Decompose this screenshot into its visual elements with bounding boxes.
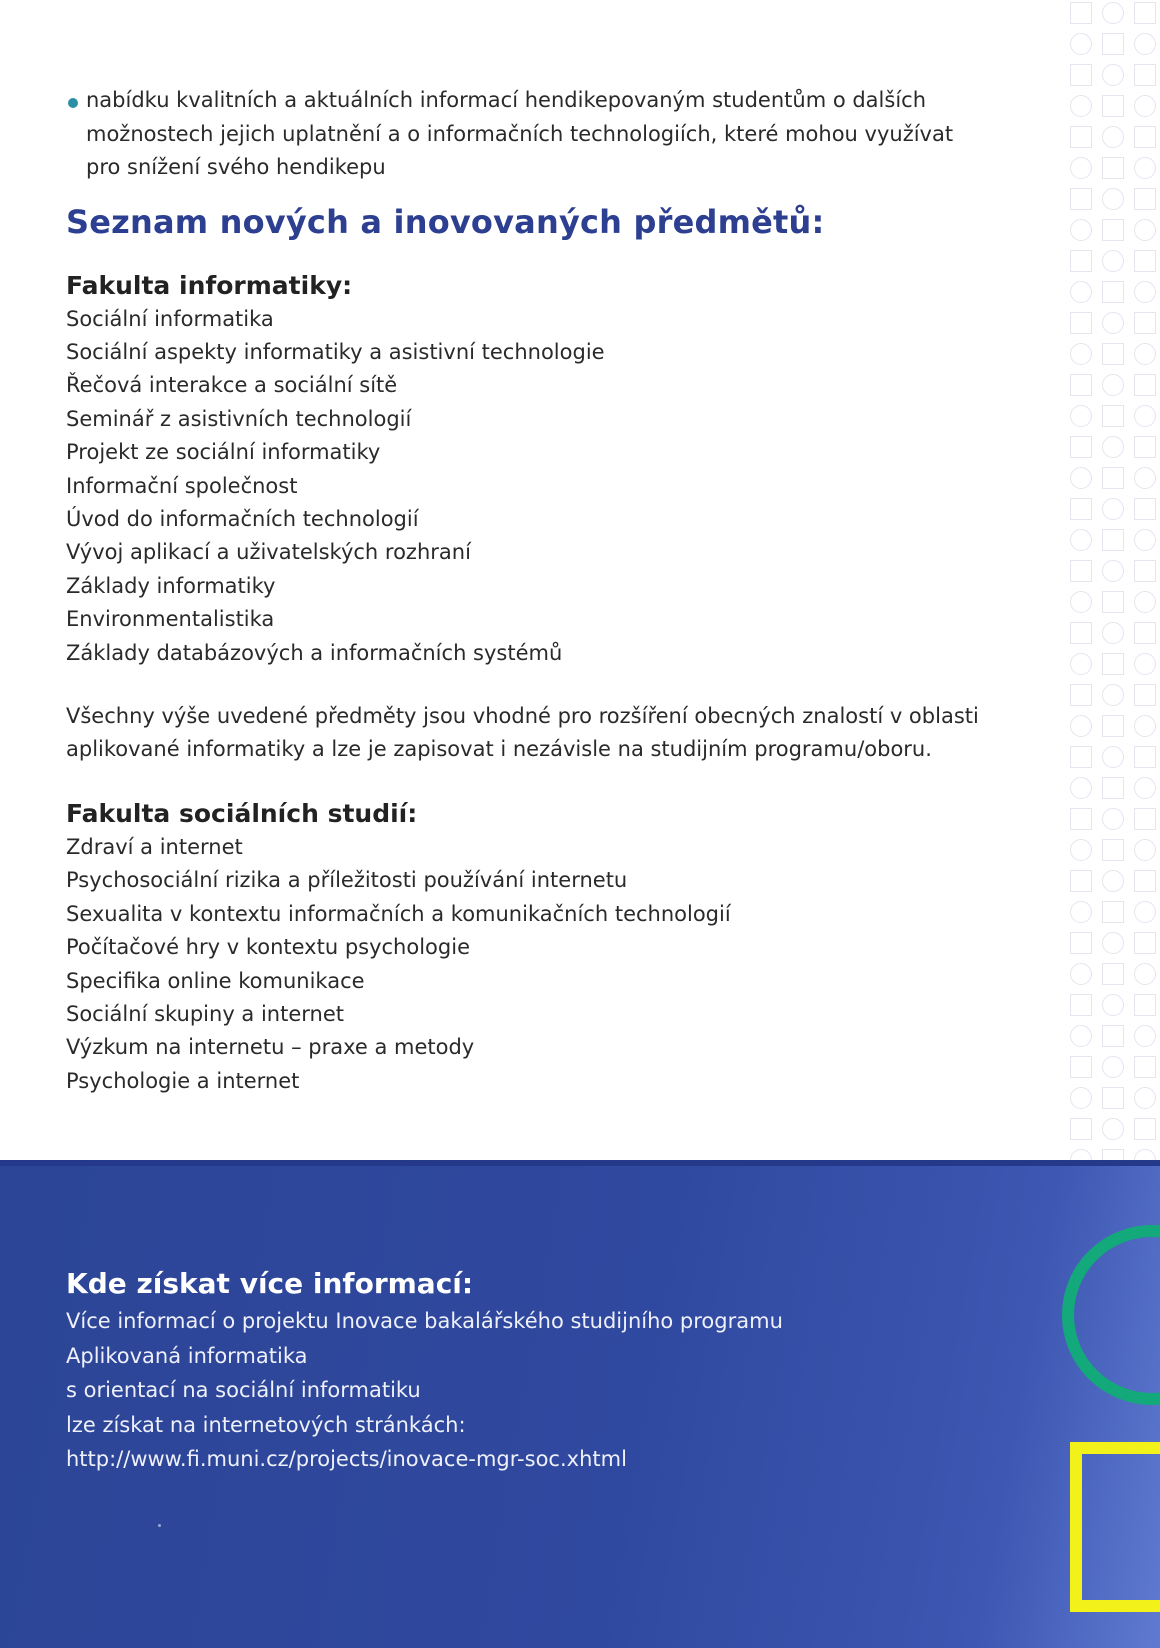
pattern-cell bbox=[1070, 343, 1092, 365]
pattern-cell bbox=[1070, 2, 1092, 24]
pattern-cell bbox=[1102, 529, 1124, 551]
pattern-cell bbox=[1070, 839, 1092, 861]
pattern-cell bbox=[1102, 467, 1124, 489]
pattern-cell bbox=[1070, 746, 1092, 768]
pattern-cell bbox=[1134, 560, 1156, 582]
pattern-cell bbox=[1070, 901, 1092, 923]
faculty-informatics-heading: Fakulta informatiky: bbox=[66, 270, 353, 300]
note-line: aplikované informatiky a lze je zapisovat i nezávisle na studijním programu/oboru. bbox=[66, 737, 932, 762]
intro-bullet-item bbox=[66, 84, 1026, 185]
pattern-cell bbox=[1134, 1025, 1156, 1047]
pattern-cell bbox=[1102, 374, 1124, 396]
pattern-cell bbox=[1070, 560, 1092, 582]
pattern-cell bbox=[1102, 405, 1124, 427]
pattern-cell bbox=[1102, 963, 1124, 985]
pattern-cell bbox=[1134, 467, 1156, 489]
info-line: lze získat na internetových stránkách: bbox=[66, 1412, 466, 1437]
info-line: s orientací na sociální informatiku bbox=[66, 1378, 421, 1402]
pattern-cell bbox=[1134, 1118, 1156, 1140]
pattern-cell bbox=[1134, 405, 1156, 427]
pattern-cell bbox=[1134, 219, 1156, 241]
pattern-cell bbox=[1134, 808, 1156, 830]
pattern-cell bbox=[1070, 684, 1092, 706]
pattern-cell bbox=[1134, 1056, 1156, 1078]
info-line: Aplikovaná informatika bbox=[66, 1343, 308, 1368]
pattern-cell bbox=[1070, 126, 1092, 148]
pattern-cell bbox=[1102, 2, 1124, 24]
section-title: Seznam nových a inovovaných předmětů: bbox=[66, 202, 825, 241]
pattern-cell bbox=[1134, 932, 1156, 954]
pattern-cell bbox=[1134, 157, 1156, 179]
intro-bullet-line: možnostech jejich uplatnění a o informačních technologiích, které mohou využívat bbox=[86, 121, 954, 146]
pattern-cell bbox=[1134, 529, 1156, 551]
info-panel bbox=[0, 1160, 1160, 1648]
pattern-cell bbox=[1102, 684, 1124, 706]
pattern-cell bbox=[1134, 343, 1156, 365]
pattern-cell bbox=[1070, 870, 1092, 892]
pattern-cell bbox=[1102, 64, 1124, 86]
pattern-cell bbox=[1102, 870, 1124, 892]
course-item: Sociální aspekty informatiky a asistivní technologie bbox=[66, 339, 605, 364]
pattern-cell bbox=[1070, 436, 1092, 458]
pattern-cell bbox=[1102, 33, 1124, 55]
pattern-cell bbox=[1070, 33, 1092, 55]
pattern-cell bbox=[1134, 64, 1156, 86]
pattern-cell bbox=[1134, 498, 1156, 520]
course-item: Sociální informatika bbox=[66, 306, 274, 331]
pattern-cell bbox=[1102, 1056, 1124, 1078]
info-panel-content bbox=[66, 1264, 1026, 1477]
yellow-square-icon bbox=[1070, 1442, 1160, 1612]
pattern-cell bbox=[1070, 405, 1092, 427]
pattern-cell bbox=[1102, 994, 1124, 1016]
pattern-cell bbox=[1070, 1087, 1092, 1109]
course-item: Informační společnost bbox=[66, 473, 298, 498]
pattern-cell bbox=[1134, 126, 1156, 148]
pattern-cell bbox=[1070, 219, 1092, 241]
pattern-cell bbox=[1102, 622, 1124, 644]
pattern-cell bbox=[1070, 994, 1092, 1016]
pattern-cell bbox=[1102, 157, 1124, 179]
intro-bullet-line: pro snížení svého hendikepu bbox=[86, 155, 386, 179]
pattern-cell bbox=[1102, 343, 1124, 365]
info-panel-heading: Kde získat více informací: bbox=[66, 1267, 474, 1300]
pattern-cell bbox=[1134, 2, 1156, 24]
pattern-cell bbox=[1070, 1056, 1092, 1078]
info-panel-lines bbox=[66, 1304, 1026, 1477]
decorative-pattern bbox=[1062, 0, 1160, 1160]
pattern-cell bbox=[1134, 33, 1156, 55]
pattern-cell bbox=[1102, 839, 1124, 861]
course-item: Úvod do informačních technologií bbox=[66, 506, 419, 531]
pattern-cell bbox=[1102, 312, 1124, 334]
pattern-cell bbox=[1102, 1087, 1124, 1109]
pattern-cell bbox=[1134, 622, 1156, 644]
note-line: Všechny výše uvedené předměty jsou vhodné pro rozšíření obecných znalostí v oblasti bbox=[66, 703, 979, 728]
course-item: Počítačové hry v kontextu psychologie bbox=[66, 935, 470, 960]
pattern-cell bbox=[1102, 1025, 1124, 1047]
pattern-cell bbox=[1134, 281, 1156, 303]
course-item: Základy databázových a informačních systémů bbox=[66, 640, 563, 665]
pattern-cell bbox=[1134, 591, 1156, 613]
pattern-cell bbox=[1070, 808, 1092, 830]
print-speck bbox=[158, 1524, 161, 1527]
course-item: Řečová interakce a sociální sítě bbox=[66, 373, 398, 398]
pattern-cell bbox=[1070, 250, 1092, 272]
pattern-cell bbox=[1134, 653, 1156, 675]
pattern-cell bbox=[1134, 1149, 1156, 1160]
pattern-cell bbox=[1102, 281, 1124, 303]
faculty-social-heading: Fakulta sociálních studií: bbox=[66, 798, 418, 828]
pattern-cell bbox=[1070, 932, 1092, 954]
pattern-cell bbox=[1102, 1149, 1124, 1160]
course-item: Základy informatiky bbox=[66, 573, 276, 598]
pattern-cell bbox=[1070, 963, 1092, 985]
course-item: Projekt ze sociální informatiky bbox=[66, 440, 381, 465]
pattern-cell bbox=[1102, 498, 1124, 520]
course-item: Vývoj aplikací a uživatelských rozhraní bbox=[66, 540, 471, 565]
pattern-cell bbox=[1102, 219, 1124, 241]
course-item: Environmentalistika bbox=[66, 607, 275, 632]
pattern-cell bbox=[1134, 963, 1156, 985]
pattern-cell bbox=[1070, 529, 1092, 551]
pattern-cell bbox=[1134, 901, 1156, 923]
panel-top-stripe bbox=[0, 1160, 1160, 1166]
bullet-dot-icon bbox=[68, 98, 78, 108]
main-content bbox=[66, 84, 1026, 1098]
pattern-cell bbox=[1070, 1118, 1092, 1140]
pattern-cell bbox=[1102, 560, 1124, 582]
pattern-cell bbox=[1070, 591, 1092, 613]
pattern-cell bbox=[1102, 436, 1124, 458]
pattern-cell bbox=[1102, 126, 1124, 148]
pattern-cell bbox=[1102, 746, 1124, 768]
intro-bullet-line: nabídku kvalitních a aktuálních informací hendikepovaným studentům o dalších bbox=[86, 88, 927, 112]
pattern-cell bbox=[1102, 901, 1124, 923]
info-line: Více informací o projektu Inovace bakalářského studijního programu bbox=[66, 1309, 783, 1333]
faculty-informatics-course-list bbox=[66, 303, 1026, 670]
pattern-cell bbox=[1070, 622, 1092, 644]
pattern-cell bbox=[1134, 777, 1156, 799]
green-ring-icon bbox=[1062, 1225, 1160, 1405]
pattern-cell bbox=[1070, 312, 1092, 334]
courses-note bbox=[66, 700, 1026, 767]
pattern-cell bbox=[1102, 591, 1124, 613]
course-item: Sexualita v kontextu informačních a komunikačních technologií bbox=[66, 901, 731, 926]
pattern-cell bbox=[1134, 250, 1156, 272]
pattern-cell bbox=[1102, 250, 1124, 272]
project-url-link[interactable]: http://www.fi.muni.cz/projects/inovace-mgr-soc.xhtml bbox=[66, 1447, 627, 1471]
pattern-cell bbox=[1134, 870, 1156, 892]
pattern-cell bbox=[1134, 188, 1156, 210]
pattern-cell bbox=[1134, 994, 1156, 1016]
pattern-cell bbox=[1134, 715, 1156, 737]
pattern-cell bbox=[1134, 1087, 1156, 1109]
pattern-cell bbox=[1134, 684, 1156, 706]
pattern-cell bbox=[1102, 1118, 1124, 1140]
pattern-cell bbox=[1070, 188, 1092, 210]
pattern-cell bbox=[1102, 188, 1124, 210]
pattern-cell bbox=[1134, 312, 1156, 334]
pattern-cell bbox=[1102, 95, 1124, 117]
pattern-cell bbox=[1070, 64, 1092, 86]
pattern-cell bbox=[1102, 777, 1124, 799]
course-item: Specifika online komunikace bbox=[66, 968, 365, 993]
pattern-cell bbox=[1070, 374, 1092, 396]
pattern-cell bbox=[1070, 157, 1092, 179]
pattern-cell bbox=[1102, 653, 1124, 675]
course-item: Seminář z asistivních technologií bbox=[66, 406, 412, 431]
pattern-cell bbox=[1070, 777, 1092, 799]
course-item: Zdraví a internet bbox=[66, 834, 243, 859]
pattern-cell bbox=[1070, 498, 1092, 520]
pattern-cell bbox=[1102, 932, 1124, 954]
pattern-cell bbox=[1134, 95, 1156, 117]
pattern-cell bbox=[1070, 1149, 1092, 1160]
pattern-cell bbox=[1102, 808, 1124, 830]
faculty-social-course-list bbox=[66, 831, 1026, 1098]
course-item: Psychosociální rizika a příležitosti používání internetu bbox=[66, 868, 628, 893]
course-item: Výzkum na internetu – praxe a metody bbox=[66, 1035, 475, 1060]
pattern-cell bbox=[1102, 715, 1124, 737]
pattern-cell bbox=[1134, 746, 1156, 768]
pattern-cell bbox=[1070, 467, 1092, 489]
pattern-cell bbox=[1134, 839, 1156, 861]
pattern-cell bbox=[1070, 281, 1092, 303]
pattern-cell bbox=[1134, 436, 1156, 458]
pattern-cell bbox=[1070, 1025, 1092, 1047]
pattern-cell bbox=[1134, 374, 1156, 396]
course-item: Psychologie a internet bbox=[66, 1068, 300, 1093]
pattern-cell bbox=[1070, 715, 1092, 737]
pattern-cell bbox=[1070, 95, 1092, 117]
pattern-cell bbox=[1070, 653, 1092, 675]
course-item: Sociální skupiny a internet bbox=[66, 1002, 344, 1026]
